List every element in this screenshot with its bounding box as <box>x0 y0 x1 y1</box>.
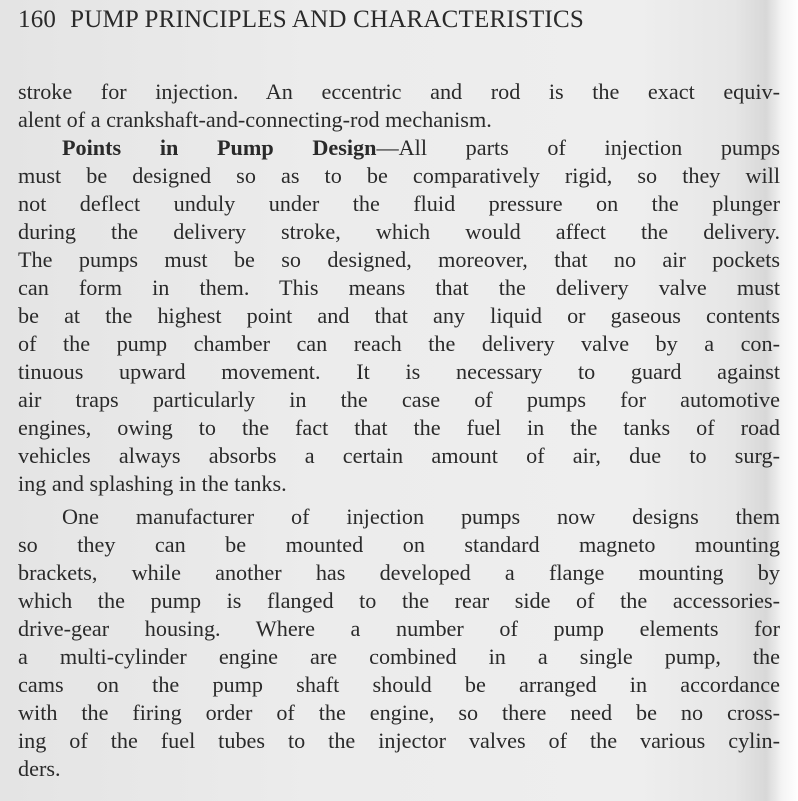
page-number: 160 <box>18 6 57 33</box>
text-line: must be designed so as to be comparatively rigid, so they will <box>18 163 780 188</box>
text-line: tinuous upward movement. It is necessary to guard against <box>18 359 780 384</box>
paragraph-start: One manufacturer of injection pumps now designs them <box>62 504 780 529</box>
section-heading: Points in Pump Design <box>62 135 377 160</box>
text-line: be at the highest point and that any liquid or gaseous contents <box>18 303 780 328</box>
text-line: not deflect unduly under the fluid pressure on the plunger <box>18 191 780 216</box>
text-line: ders. <box>18 756 61 781</box>
text-line: The pumps must be so designed, moreover, that no air pockets <box>18 247 780 272</box>
text-line: so they can be mounted on standard magneto mounting <box>18 532 780 557</box>
text-line: a multi-cylinder engine are combined in a single pump, the <box>18 644 780 669</box>
text-line: stroke for injection. An eccentric and rod is the exact equiv- <box>18 79 780 104</box>
text-line: alent of a crankshaft-and-connecting-rod mechanism. <box>18 107 492 132</box>
text-line: drive-gear housing. Where a number of pump elements for <box>18 616 780 641</box>
section-paragraph-start: Points in Pump Design—All parts of injection pumps <box>62 135 781 160</box>
text-line: cams on the pump shaft should be arranged in accordance <box>18 672 780 697</box>
text-line: which the pump is flanged to the rear side of the accessories- <box>18 588 780 613</box>
text-line: engines, owing to the fact that the fuel in the tanks of road <box>18 415 780 440</box>
text-line: ing of the fuel tubes to the injector valves of the various cylin- <box>18 728 780 753</box>
running-title: PUMP PRINCIPLES AND CHARACTERISTICS <box>70 6 584 33</box>
text-line: vehicles always absorbs a certain amount of air, due to surg- <box>18 443 780 468</box>
running-header <box>18 6 778 34</box>
text-line: during the delivery stroke, which would affect the delivery. <box>18 219 780 244</box>
text-line: with the firing order of the engine, so there need be no cross- <box>18 700 780 725</box>
text-line: can form in them. This means that the delivery valve must <box>18 275 780 300</box>
text-line: air traps particularly in the case of pumps for automotive <box>18 387 780 412</box>
text-line: of the pump chamber can reach the delivery valve by a con- <box>18 331 780 356</box>
text-line: ing and splashing in the tanks. <box>18 471 287 496</box>
text-line: brackets, while another has developed a flange mounting by <box>18 560 780 585</box>
